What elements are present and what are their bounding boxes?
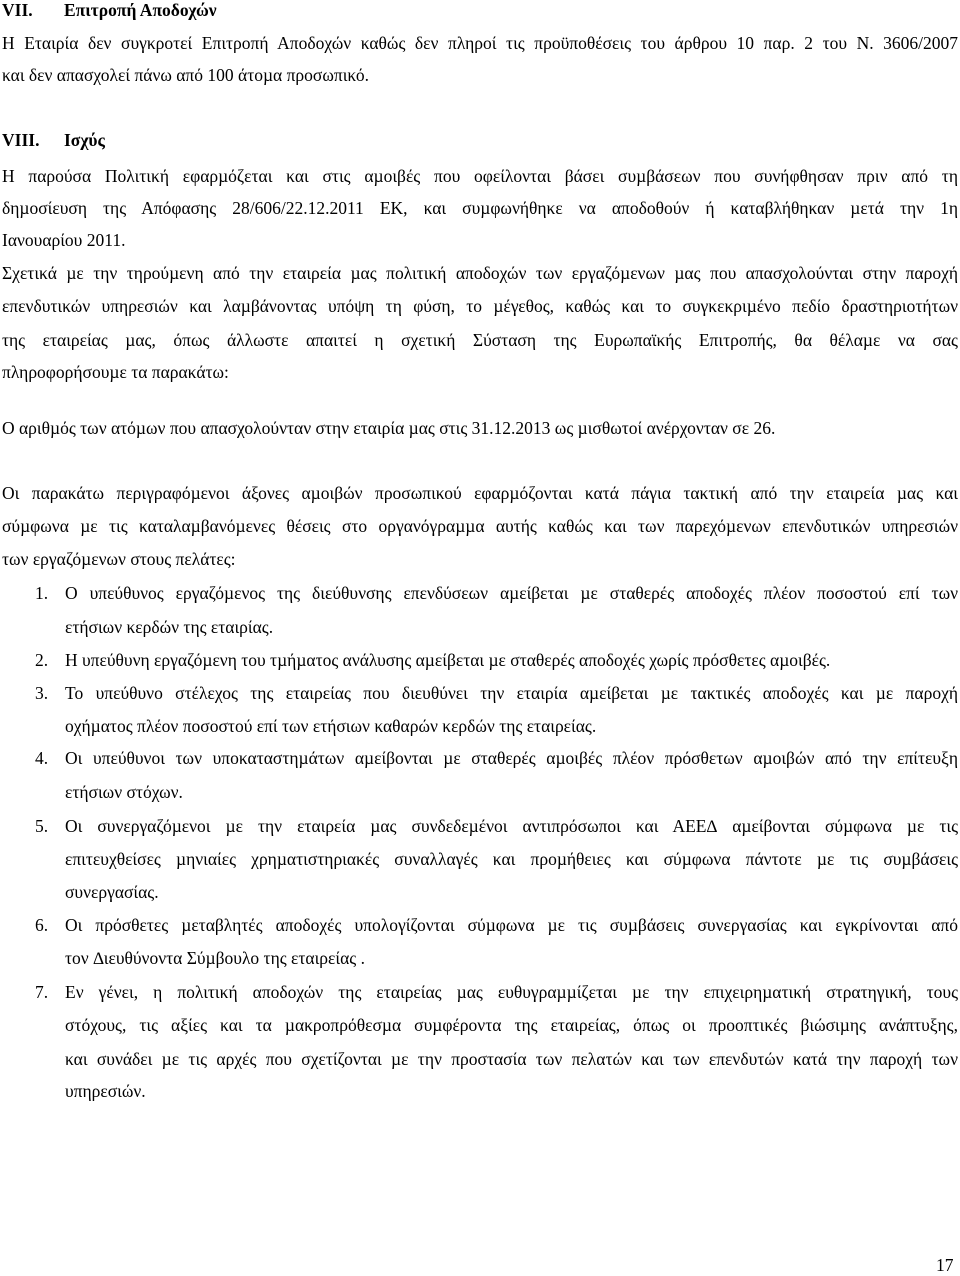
page-number: 17 (936, 1255, 954, 1275)
list-item-line: ετήσιων στόχων. (65, 782, 183, 802)
paragraph-line: και δεν απασχολεί πάνω από 100 άτοµα προσωπικό. (2, 65, 369, 85)
list-item-line: τον ∆ιευθύνοντα Σύµβουλο της εταιρείας . (65, 948, 365, 968)
list-item-line: υπηρεσιών. (65, 1081, 146, 1101)
paragraph-line: της εταιρείας µας, όπως άλλωστε απαιτεί η σχετική Σύσταση της Ευρωπαϊκής Επιτροπής, θα θέλαµε να σας (2, 330, 958, 350)
section-title: Ισχύς (64, 130, 105, 150)
section-title: Επιτροπή Αποδοχών (64, 0, 217, 20)
section-number: VIII. (2, 130, 40, 150)
paragraph-line: δηµοσίευση της Απόφασης 28/606/22.12.2011 ΕΚ, και συµφωνήθηκε να αποδοθούν ή καταβλήθηκαν µετά την 1η (2, 198, 958, 218)
section-heading (2, 130, 105, 151)
list-item-line: Το υπεύθυνο στέλεχος της εταιρείας που διευθύνει την εταιρία αµείβεται µε τακτικές αποδοχές και µε παροχή (65, 683, 958, 703)
paragraph-line: Η παρούσα Πολιτική εφαρµόζεται και στις αµοιβές που οφείλονται βάσει συµβάσεων που συνήφθησαν πριν από τη (2, 166, 958, 186)
list-item-line: επιτευχθείσες µηνιαίες χρηµατιστηριακές συναλλαγές και προµήθειες και σύµφωνα πάντοτε µε τις συµβάσεις (65, 849, 958, 869)
list-item-line: Εν γένει, η πολιτική αποδοχών της εταιρείας µας ευθυγραµµίζεται µε την επιχειρηµατική στρατηγική, τους (65, 982, 958, 1002)
section-number: VII. (2, 0, 33, 20)
paragraph-line: Η Εταιρία δεν συγκροτεί Επιτροπή Αποδοχών καθώς δεν πληροί τις προϋποθέσεις του άρθρου 10 παρ. 2 του Ν. 3606/2007 (2, 33, 958, 53)
list-item-line: συνεργασίας. (65, 882, 159, 902)
list-item-number: 4. (35, 748, 49, 768)
list-item-number: 7. (35, 982, 49, 1002)
list-item-line: και συνάδει µε τις αρχές που σχετίζονται µε την προστασία των πελατών και των επενδυτών κατά την παροχή των (65, 1049, 958, 1069)
paragraph-line: των εργαζόµενων στους πελάτες: (2, 549, 236, 569)
paragraph-line: Ιανουαρίου 2011. (2, 230, 126, 250)
paragraph-line: σύµφωνα µε τις καταλαµβανόµενες θέσεις στο οργανόγραµµα αυτής καθώς και των παρεχόµενων επενδυτικών υπηρεσιών (2, 516, 958, 536)
list-item-line: ετήσιων κερδών της εταιρίας. (65, 617, 274, 637)
paragraph-line: Οι παρακάτω περιγραφόµενοι άξονες αµοιβών προσωπικού εφαρµόζονται κατά πάγια τακτική από την εταιρεία µας και (2, 483, 958, 503)
paragraph-line: Σχετικά µε την τηρούµενη από την εταιρεία µας πολιτική αποδοχών των εργαζόµενων µας που απασχολούνται στην παροχή (2, 263, 958, 283)
paragraph-line: επενδυτικών υπηρεσιών και λαµβάνοντας υπόψη τη φύση, το µέγεθος, καθώς και το συγκεκριµένο πεδίο δραστηριοτήτων (2, 296, 958, 316)
paragraph-line: Ο αριθµός των ατόµων που απασχολούνταν στην εταιρία µας στις 31.12.2013 ως µισθωτοί ανέρχονταν σε 26. (2, 418, 776, 438)
list-item-line: οχήµατος πλέον ποσοστού επί των ετήσιων καθαρών κερδών της εταιρείας. (65, 716, 597, 736)
list-item-number: 6. (35, 915, 49, 935)
list-item-number: 3. (35, 683, 49, 703)
list-item-number: 1. (35, 583, 49, 603)
list-item-number: 5. (35, 816, 49, 836)
section-heading (2, 0, 217, 21)
list-item-line: Οι πρόσθετες µεταβλητές αποδοχές υπολογίζονται σύµφωνα µε τις συµβάσεις συνεργασίας και εγκρίνονται από (65, 915, 958, 935)
list-item-line: Οι συνεργαζόµενοι µε την εταιρεία µας συνδεδεµένοι αντιπρόσωποι και ΑΕΕ∆ αµείβονται σύµφωνα µε τις (65, 816, 958, 836)
list-item-line: Ο υπεύθυνος εργαζόµενος της διεύθυνσης επενδύσεων αµείβεται µε σταθερές αποδοχές πλέον ποσοστού επί των (65, 583, 958, 603)
list-item-line: Οι υπεύθυνοι των υποκαταστηµάτων αµείβονται µε σταθερές αµοιβές πλέον πρόσθετων αµοιβών από την επίτευξη (65, 748, 958, 768)
list-item-number: 2. (35, 650, 49, 670)
list-item-line: στόχους, τις αξίες και τα µακροπρόθεσµα συµφέροντα της εταιρείας, όπως οι προοπτικές βιώσιµης ανάπτυξης, (65, 1015, 958, 1035)
paragraph-line: πληροφορήσουµε τα παρακάτω: (2, 362, 229, 382)
list-item-line: Η υπεύθυνη εργαζόµενη του τµήµατος ανάλυσης αµείβεται µε σταθερές αποδοχές χωρίς πρόσθετες αµοιβές. (65, 650, 831, 670)
